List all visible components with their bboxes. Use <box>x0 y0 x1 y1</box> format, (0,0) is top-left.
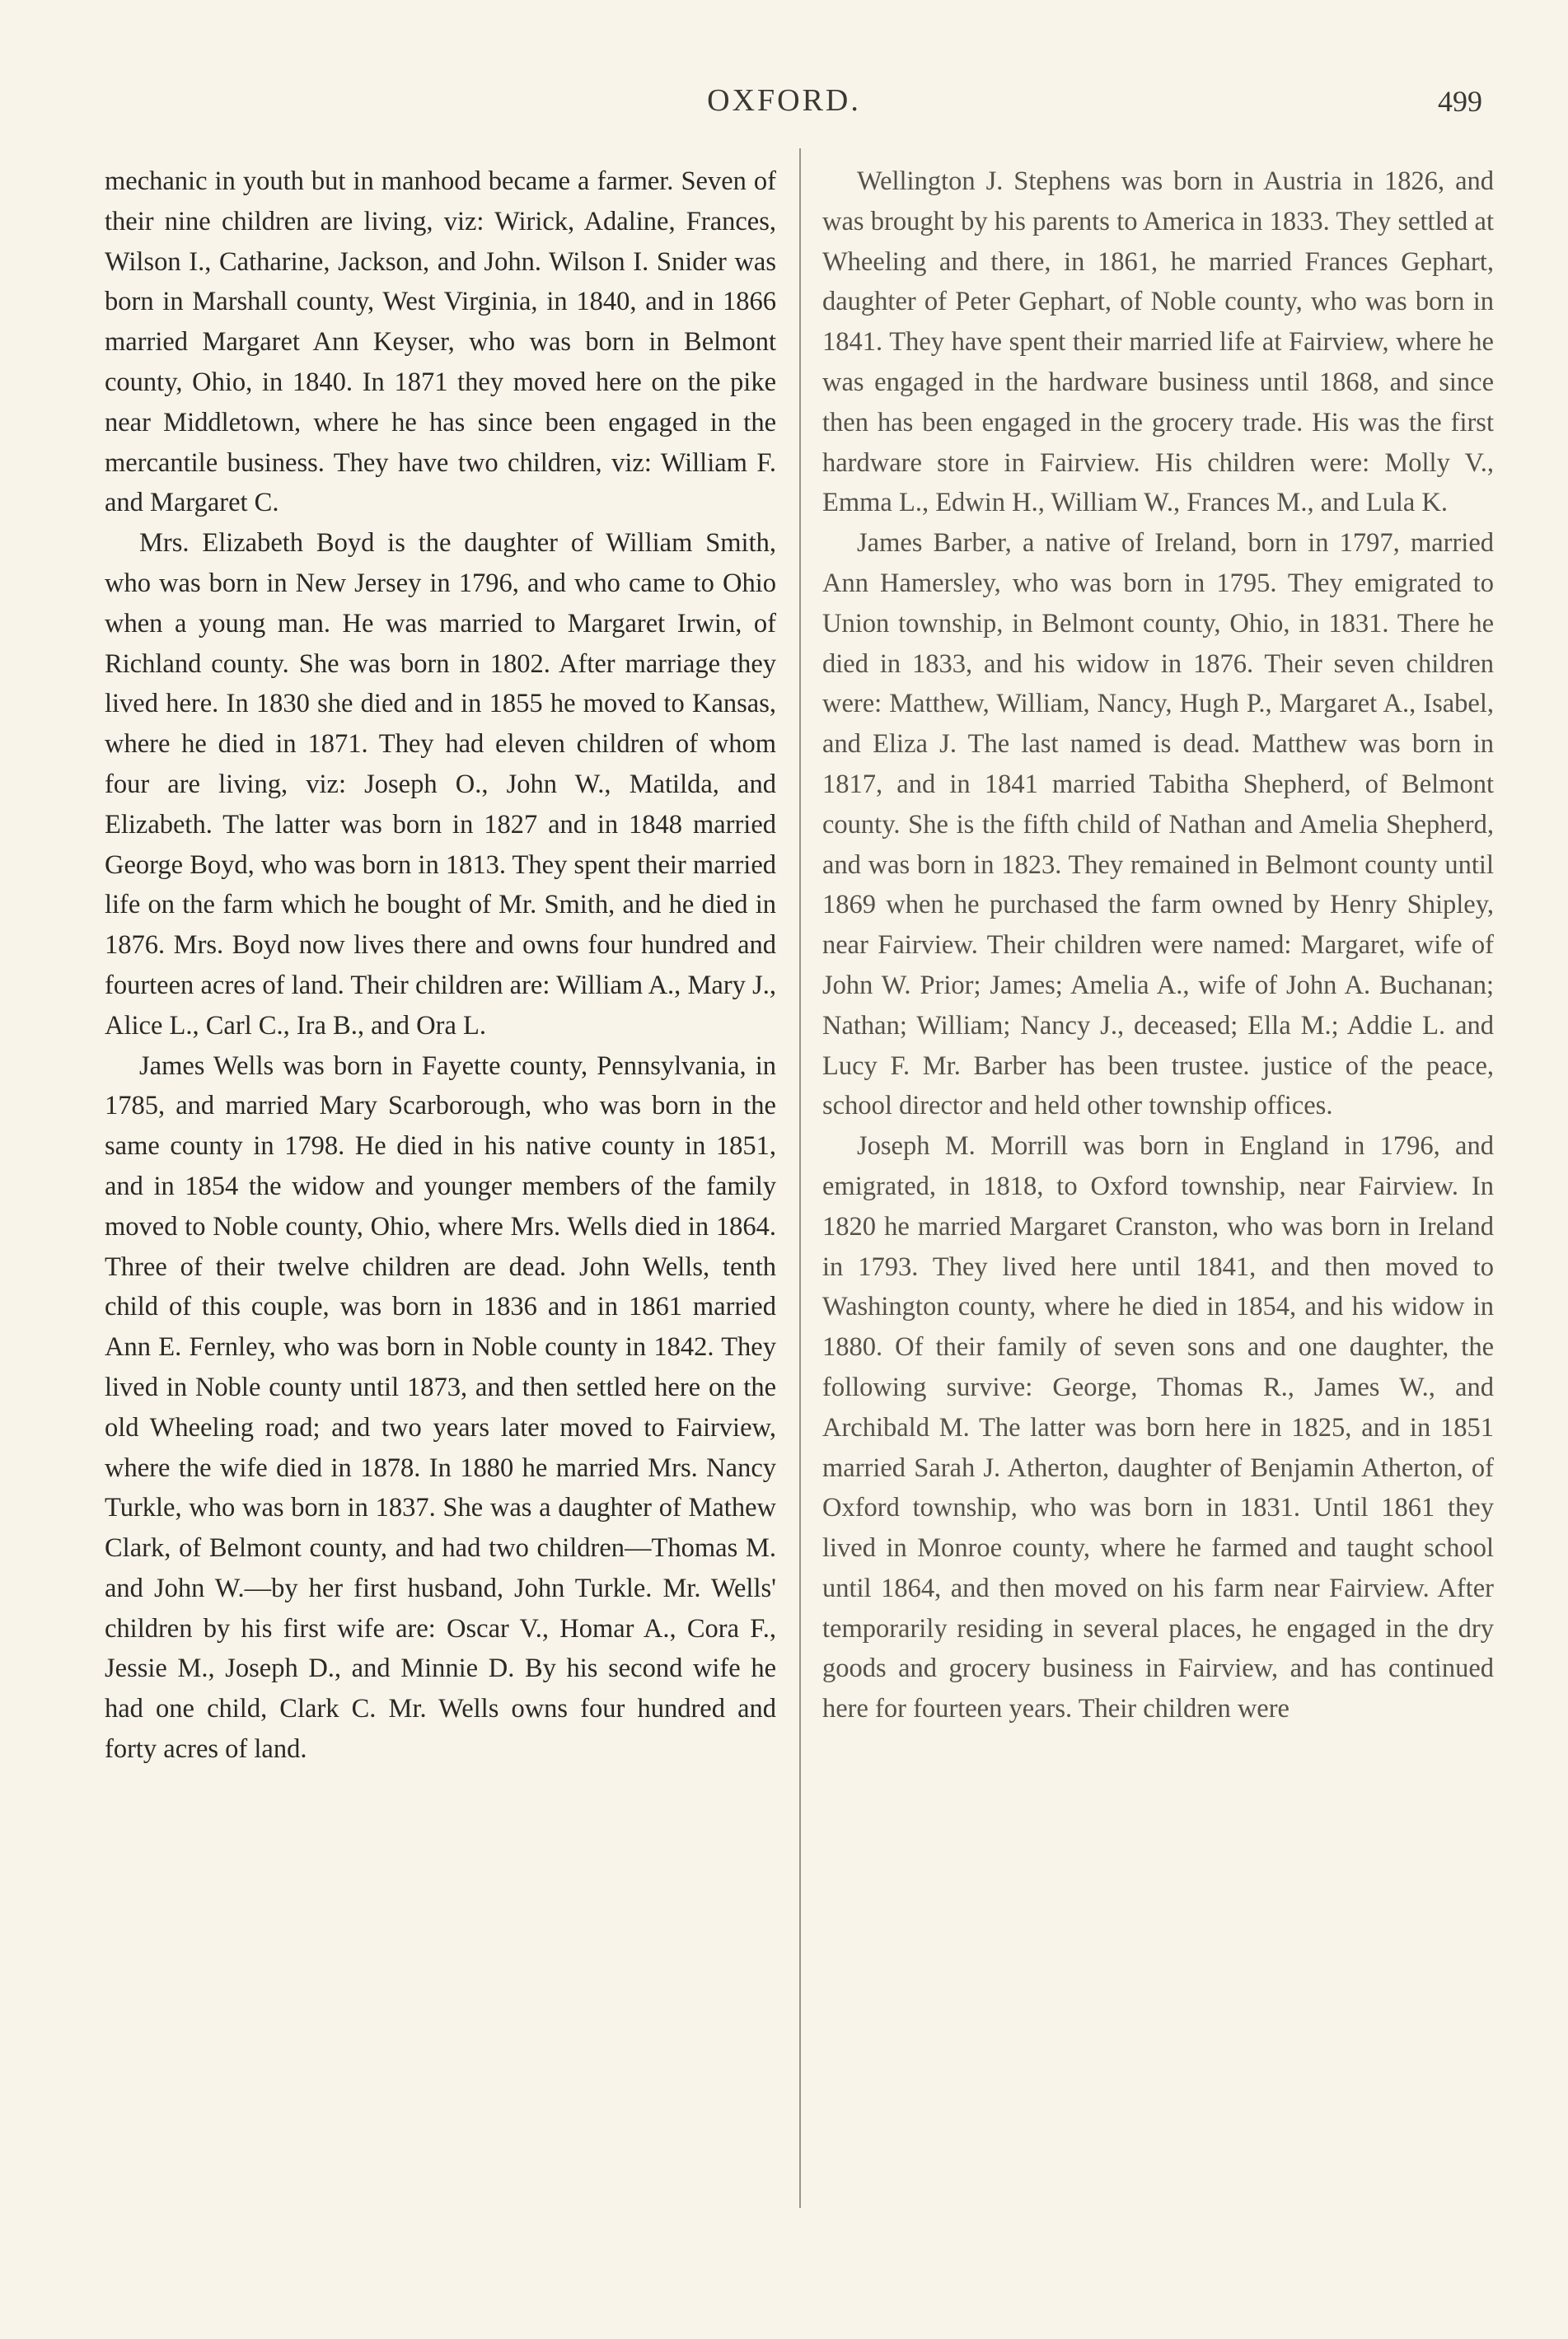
page-number: 499 <box>1438 85 1482 118</box>
column-divider <box>799 148 801 2208</box>
paragraph-stephens: Wellington J. Stephens was born in Austria in 1826, and was brought by his parents to America in 1833. They settled at Wheeling and there, in 1861, he married Frances Gephart, daughter of Peter Gephart, of Noble county, who was born in 1841. They have spent their married life at Fairview, where he was engaged in the hardware business until 1868, and since then has been engaged in the grocery trade. His was the first hardware store in Fairview. His children were: Molly V., Emma L., Edwin H., William W., Frances M., and Lula K. <box>822 166 1494 518</box>
paragraph-snider-continued: mechanic in youth but in manhood became a farmer. Seven of their nine children are living, viz: Wirick, Adaline, Frances, Wilson I., Catharine, Jackson, and John. Wilson I. Snider was born in Marshall county, West Virginia, in 1840, and in 1866 married Margaret Ann Keyser, who was born in Belmont county, Ohio, in 1840. In 1871 they moved here on the pike near Middletown, where he has since been engaged in the mercantile business. They have two children, viz: William F. and Margaret C. <box>105 166 776 518</box>
paragraph-barber: James Barber, a native of Ireland, born in 1797, married Ann Hamersley, who was born in 1795. They emigrated to Union township, in Belmont county, Ohio, in 1831. There he died in 1833, and his widow in 1876. Their seven children were: Matthew, William, Nancy, Hugh P., Margaret A., Isabel, and Eliza J. The last named is dead. Matthew was born in 1817, and in 1841 married Tabitha Shepherd, of Belmont county. She is the fifth child of Nathan and Amelia Shepherd, and was born in 1823. They remained in Belmont county until 1869 when he purchased the farm owned by Henry Shipley, near Fairview. Their children were named: Margaret, wife of John W. Prior; James; Amelia A., wife of John A. Buchanan; Nathan; William; Nancy J., deceased; Ella M.; Addie L. and Lucy F. Mr. Barber has been trustee. justice of the peace, school director and held other township offices. <box>822 528 1494 1121</box>
paragraph-morrill: Joseph M. Morrill was born in England in 1796, and emigrated, in 1818, to Oxford township, near Fairview. In 1820 he married Margaret Cranston, who was born in Ireland in 1793. They lived here until 1841, and then moved to Washington county, where he died in 1854, and his widow in 1880. Of their family of seven sons and one daughter, the following survive: George, Thomas R., James W., and Archibald M. The latter was born here in 1825, and in 1851 married Sarah J. Atherton, daughter of Benjamin Atherton, of Oxford township, who was born in 1831. Until 1861 they lived in Monroe county, where he farmed and taught school until 1864, and then moved on his farm near Fairview. After temporarily residing in several places, he engaged in the dry goods and grocery business in Fairview, and has continued here for fourteen years. Their children were <box>822 1131 1494 1724</box>
paragraph-wells: James Wells was born in Fayette county, Pennsylvania, in 1785, and married Mary Scarborough, who was born in the same county in 1798. He died in his native county in 1851, and in 1854 the widow and younger members of the family moved to Noble county, Ohio, where Mrs. Wells died in 1864. Three of their twelve children are dead. John Wells, tenth child of this couple, was born in 1836 and in 1861 married Ann E. Fernley, who was born in Noble county in 1842. They lived in Noble county until 1873, and then settled here on the old Wheeling road; and two years later moved to Fairview, where the wife died in 1878. In 1880 he married Mrs. Nancy Turkle, who was born in 1837. She was a daughter of Mathew Clark, of Belmont county, and had two children—Thomas M. and John W.—by her first husband, John Turkle. Mr. Wells' children by his first wife are: Oscar V., Homar A., Cora F., Jessie M., Joseph D., and Minnie D. By his second wife he had one child, Clark C. Mr. Wells owns four hundred and forty acres of land. <box>105 1050 776 1765</box>
running-title: OXFORD. <box>707 83 861 118</box>
right-column <box>822 161 1494 1729</box>
left-column <box>105 161 776 1770</box>
paragraph-boyd: Mrs. Elizabeth Boyd is the daughter of William Smith, who was born in New Jersey in 1796, and who came to Ohio when a young man. He was married to Margaret Irwin, of Richland county. She was born in 1802. After marriage they lived here. In 1830 she died and in 1855 he moved to Kansas, where he died in 1871. They had eleven children of whom four are living, viz: Joseph O., John W., Matilda, and Elizabeth. The latter was born in 1827 and in 1848 married George Boyd, who was born in 1813. They spent their married life on the farm which he bought of Mr. Smith, and he died in 1876. Mrs. Boyd now lives there and owns four hundred and fourteen acres of land. Their children are: William A., Mary J., Alice L., Carl C., Ira B., and Ora L. <box>105 528 776 1041</box>
